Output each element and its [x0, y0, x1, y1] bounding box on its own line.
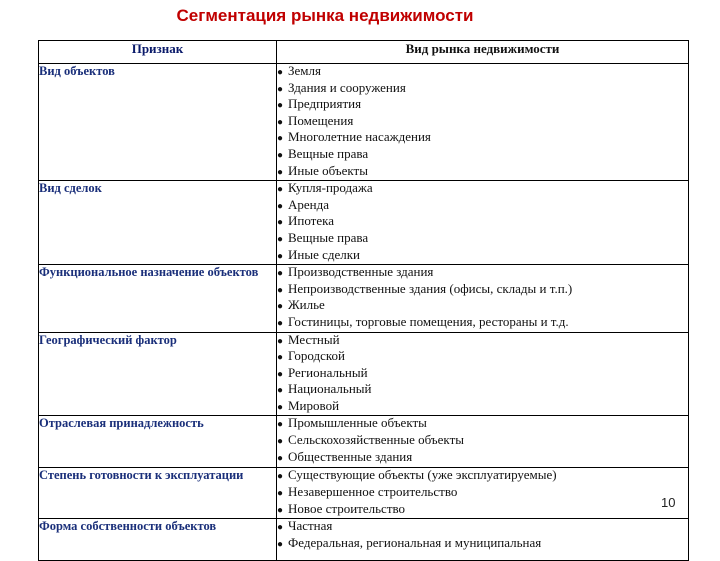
- bullet-icon: ●: [277, 250, 284, 262]
- bullet-icon: ●: [277, 538, 284, 550]
- table-body: [39, 64, 689, 561]
- bullet-icon: ●: [277, 401, 284, 413]
- table-row: [39, 332, 689, 416]
- bullet-icon: ●: [277, 335, 284, 347]
- table-row: [39, 265, 689, 332]
- list-item: [277, 536, 688, 553]
- value-list: [277, 468, 688, 518]
- table-row: [39, 416, 689, 468]
- bullet-icon: ●: [277, 100, 284, 112]
- bullet-icon: ●: [277, 317, 284, 329]
- list-item-text: Купля-продажа: [288, 180, 373, 196]
- list-item-text: Новое строительство: [288, 500, 406, 516]
- bullet-icon: ●: [277, 284, 284, 296]
- row-values: [277, 64, 689, 181]
- list-item: [277, 450, 688, 467]
- list-item-text: Промышленные объекты: [288, 415, 427, 431]
- row-criterion: Степень готовности к эксплуатации: [39, 468, 277, 519]
- row-values: [277, 416, 689, 468]
- table-row: [39, 64, 689, 181]
- value-list: [277, 181, 688, 264]
- bullet-icon: ●: [277, 522, 284, 534]
- value-list: [277, 333, 688, 416]
- value-list: [277, 519, 688, 552]
- list-item-text: Гостиницы, торговые помещения, рестораны и т.д.: [288, 313, 569, 329]
- list-item: [277, 468, 688, 485]
- bullet-icon: ●: [277, 352, 284, 364]
- list-item: [277, 315, 688, 332]
- list-item: [277, 349, 688, 366]
- list-item: [277, 433, 688, 450]
- list-item: [277, 298, 688, 315]
- list-item-text: Иные объекты: [288, 162, 368, 178]
- list-item: [277, 333, 688, 350]
- list-item-text: Непроизводственные здания (офисы, склады и т.п.): [288, 280, 573, 296]
- list-item-text: Жилье: [288, 297, 325, 313]
- list-item: [277, 416, 688, 433]
- list-item-text: Городской: [288, 348, 345, 364]
- row-criterion: Функциональное назначение объектов: [39, 265, 277, 332]
- row-values: [277, 181, 689, 265]
- list-item-text: Региональный: [288, 364, 368, 380]
- bullet-icon: ●: [277, 471, 284, 483]
- list-item-text: Национальный: [288, 381, 372, 397]
- list-item: [277, 97, 688, 114]
- list-item-text: Здания и сооружения: [288, 79, 406, 95]
- list-item-text: Местный: [288, 331, 340, 347]
- header-market-type: Вид рынка недвижимости: [277, 41, 689, 64]
- list-item: [277, 502, 688, 519]
- list-item: [277, 485, 688, 502]
- list-item: [277, 231, 688, 248]
- bullet-icon: ●: [277, 149, 284, 161]
- value-list: [277, 416, 688, 466]
- row-criterion: Форма собственности объектов: [39, 519, 277, 561]
- list-item-text: Иные сделки: [288, 246, 361, 262]
- list-item-text: Вещные права: [288, 145, 369, 161]
- list-item-text: Сельскохозяйственные объекты: [288, 432, 464, 448]
- list-item-text: Производственные здания: [288, 264, 434, 280]
- page-number: 10: [661, 495, 676, 510]
- list-item: [277, 214, 688, 231]
- list-item-text: Мировой: [288, 397, 340, 413]
- list-item-text: Федеральная, региональная и муниципальная: [288, 534, 542, 550]
- list-item: [277, 265, 688, 282]
- bullet-icon: ●: [277, 268, 284, 280]
- list-item-text: Многолетние насаждения: [288, 129, 431, 145]
- table-row: [39, 181, 689, 265]
- row-criterion: Вид объектов: [39, 64, 277, 181]
- list-item-text: Существующие объекты (уже эксплуатируемые): [288, 467, 557, 483]
- list-item: [277, 282, 688, 299]
- list-item-text: Незавершенное строительство: [288, 484, 458, 500]
- list-item-text: Аренда: [288, 196, 329, 212]
- list-item: [277, 181, 688, 198]
- bullet-icon: ●: [277, 166, 284, 178]
- row-values: [277, 468, 689, 519]
- bullet-icon: ●: [277, 385, 284, 397]
- bullet-icon: ●: [277, 116, 284, 128]
- bullet-icon: ●: [277, 301, 284, 313]
- list-item: [277, 366, 688, 383]
- row-criterion: Отраслевая принадлежность: [39, 416, 277, 468]
- row-values: [277, 332, 689, 416]
- bullet-icon: ●: [277, 436, 284, 448]
- list-item: [277, 382, 688, 399]
- list-item-text: Частная: [288, 518, 333, 534]
- row-criterion: Географический фактор: [39, 332, 277, 416]
- list-item: [277, 248, 688, 265]
- table-row: [39, 468, 689, 519]
- page-title: Сегментация рынка недвижимости: [176, 6, 474, 25]
- bullet-icon: ●: [277, 200, 284, 212]
- bullet-icon: ●: [277, 184, 284, 196]
- list-item: [277, 519, 688, 536]
- list-item-text: Земля: [288, 63, 321, 78]
- bullet-icon: ●: [277, 233, 284, 245]
- bullet-icon: ●: [277, 133, 284, 145]
- segmentation-table: [38, 40, 689, 561]
- bullet-icon: ●: [277, 217, 284, 229]
- list-item: [277, 130, 688, 147]
- header-criterion: Признак: [39, 41, 277, 64]
- list-item-text: Вещные права: [288, 229, 369, 245]
- list-item: [277, 399, 688, 416]
- list-item: [277, 64, 688, 81]
- table-header-row: [39, 41, 689, 64]
- list-item: [277, 164, 688, 181]
- list-item-text: Помещения: [288, 112, 354, 128]
- row-values: [277, 265, 689, 332]
- list-item: [277, 114, 688, 131]
- list-item: [277, 147, 688, 164]
- value-list: [277, 265, 688, 331]
- list-item-text: Ипотека: [288, 213, 335, 229]
- value-list: [277, 64, 688, 180]
- bullet-icon: ●: [277, 83, 284, 95]
- list-item-text: Предприятия: [288, 96, 362, 112]
- bullet-icon: ●: [277, 368, 284, 380]
- bullet-icon: ●: [277, 67, 284, 78]
- list-item: [277, 81, 688, 98]
- bullet-icon: ●: [277, 504, 284, 516]
- bullet-icon: ●: [277, 488, 284, 500]
- bullet-icon: ●: [277, 419, 284, 431]
- list-item-text: Общественные здания: [288, 448, 413, 464]
- list-item: [277, 198, 688, 215]
- bullet-icon: ●: [277, 452, 284, 464]
- row-criterion: Вид сделок: [39, 181, 277, 265]
